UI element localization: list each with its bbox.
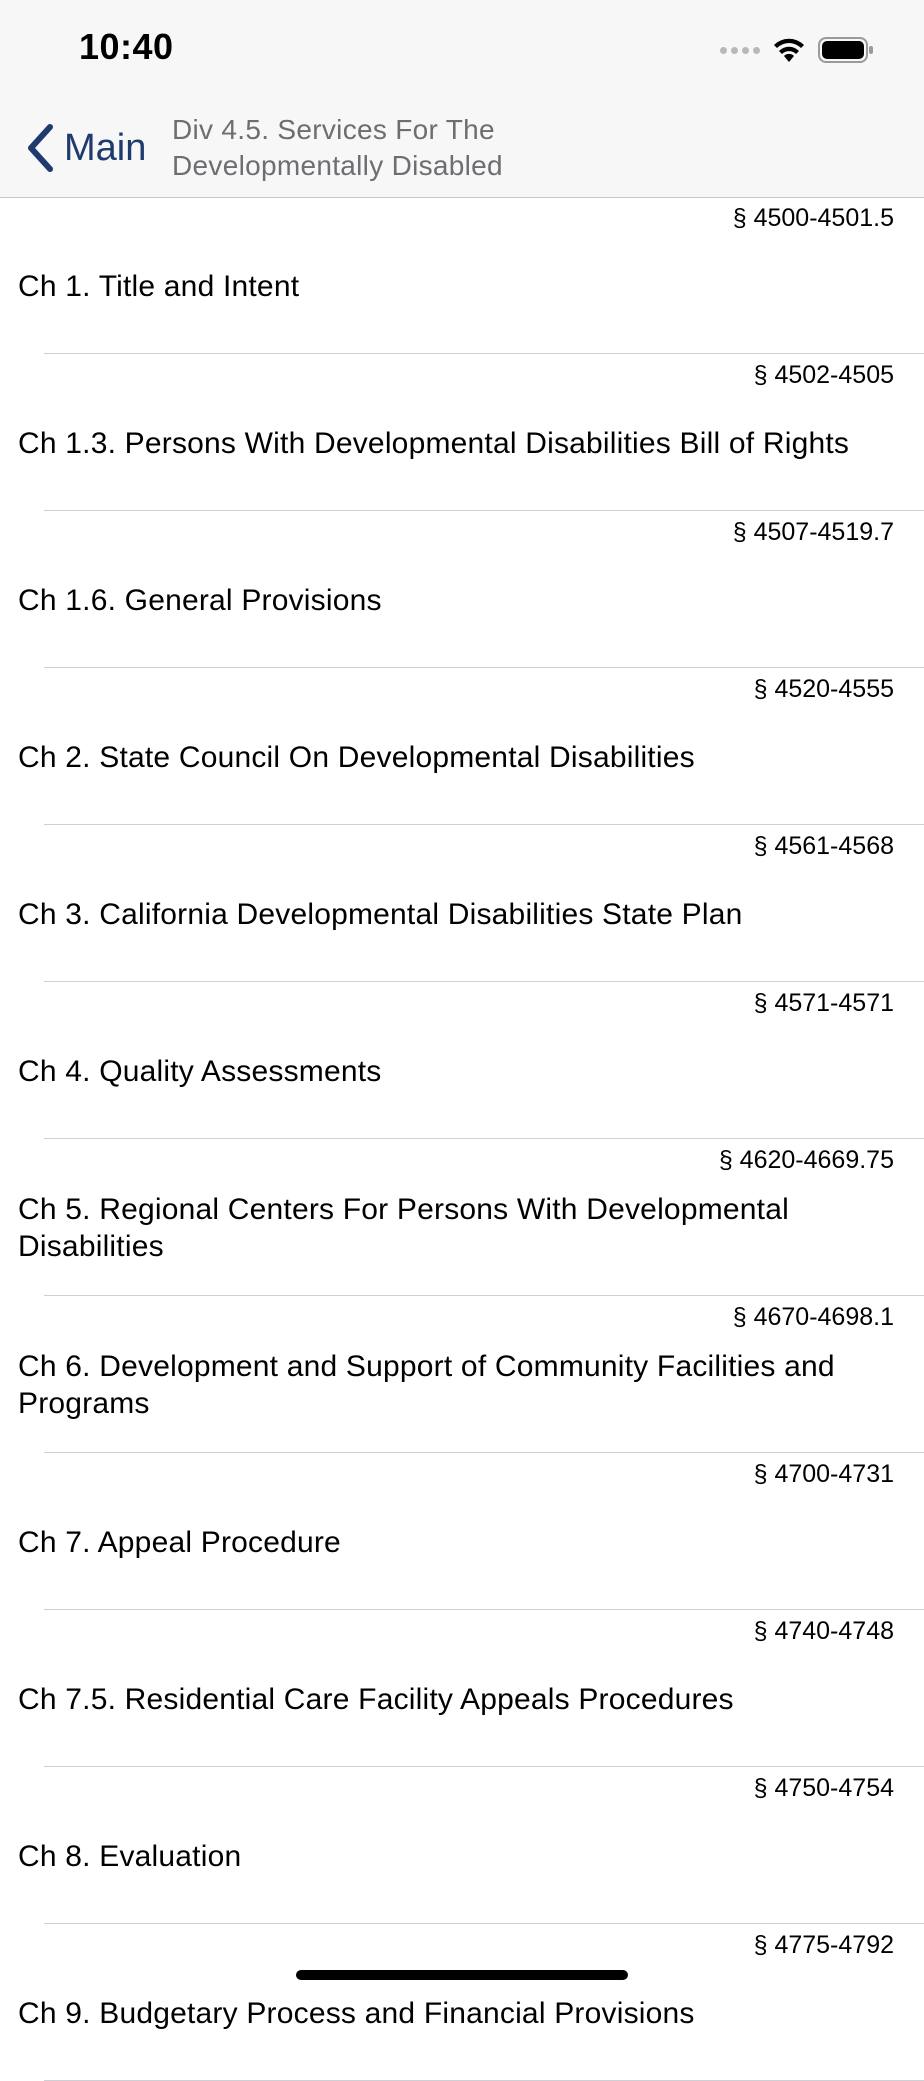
status-time: 10:40: [79, 26, 174, 67]
chapter-section-range: § 4561-4568: [753, 832, 894, 860]
chapter-section-range: § 4670-4698.1: [732, 1303, 894, 1331]
chapter-row[interactable]: [18, 354, 924, 511]
chapter-title: Ch 2. State Council On Developmental Disabilities: [18, 740, 695, 774]
chapter-row[interactable]: [18, 1924, 924, 2081]
back-button[interactable]: [26, 120, 146, 176]
chapter-row[interactable]: [18, 982, 924, 1139]
chapter-title: Ch 1.6. General Provisions: [18, 583, 382, 617]
chapter-title: Ch 1.3. Persons With Developmental Disabilities Bill of Rights: [18, 426, 850, 460]
chapter-title: Ch 6. Development and Support of Community Facilities and Programs: [18, 1350, 835, 1420]
page-title-line-2: Developmentally Disabled: [172, 150, 503, 181]
chapter-section-range: § 4502-4505: [753, 361, 894, 389]
chapter-row[interactable]: [18, 825, 924, 982]
chapter-section-range: § 4500-4501.5: [732, 204, 894, 232]
chapter-title: Ch 9. Budgetary Process and Financial Provisions: [18, 1996, 695, 2030]
chapter-section-range: § 4571-4571: [753, 989, 894, 1017]
home-indicator[interactable]: [296, 1970, 628, 1980]
back-label: Main: [64, 126, 147, 169]
chapter-row[interactable]: [18, 1453, 924, 1610]
chapter-section-range: § 4520-4555: [753, 675, 894, 703]
chapter-section-range: § 4750-4754: [753, 1774, 894, 1802]
chevron-left-icon: [26, 124, 54, 172]
chapter-row[interactable]: [18, 197, 924, 354]
chapter-title: Ch 5. Regional Centers For Persons With Developmental Disabilities: [18, 1193, 789, 1263]
battery-icon: [818, 36, 874, 64]
chapter-row[interactable]: [18, 1610, 924, 1767]
chapter-section-range: § 4775-4792: [753, 1931, 894, 1959]
chapter-row[interactable]: [18, 1139, 924, 1296]
chapter-row[interactable]: [18, 1296, 924, 1453]
status-icons: [720, 32, 874, 68]
chapter-section-range: § 4507-4519.7: [732, 518, 894, 546]
chapter-row[interactable]: [18, 1767, 924, 1924]
page-title: [172, 112, 503, 184]
navigation-header: [0, 0, 924, 198]
chapter-title: Ch 7.5. Residential Care Facility Appeals Procedures: [18, 1682, 734, 1716]
chapter-row[interactable]: [18, 511, 924, 668]
chapter-title: Ch 3. California Developmental Disabilities State Plan: [18, 897, 743, 931]
chapter-section-range: § 4740-4748: [753, 1617, 894, 1645]
chapter-list: [0, 197, 924, 2081]
cellular-signal-icon: [720, 47, 760, 54]
page-title-line-1: Div 4.5. Services For The: [172, 114, 495, 145]
chapter-title: Ch 7. Appeal Procedure: [18, 1525, 341, 1559]
chapter-section-range: § 4620-4669.75: [718, 1146, 894, 1174]
chapter-title: Ch 8. Evaluation: [18, 1839, 242, 1873]
chapter-title: Ch 4. Quality Assessments: [18, 1054, 382, 1088]
chapter-title: Ch 1. Title and Intent: [18, 269, 300, 303]
wifi-icon: [772, 37, 806, 63]
chapter-row[interactable]: [18, 668, 924, 825]
chapter-section-range: § 4700-4731: [753, 1460, 894, 1488]
